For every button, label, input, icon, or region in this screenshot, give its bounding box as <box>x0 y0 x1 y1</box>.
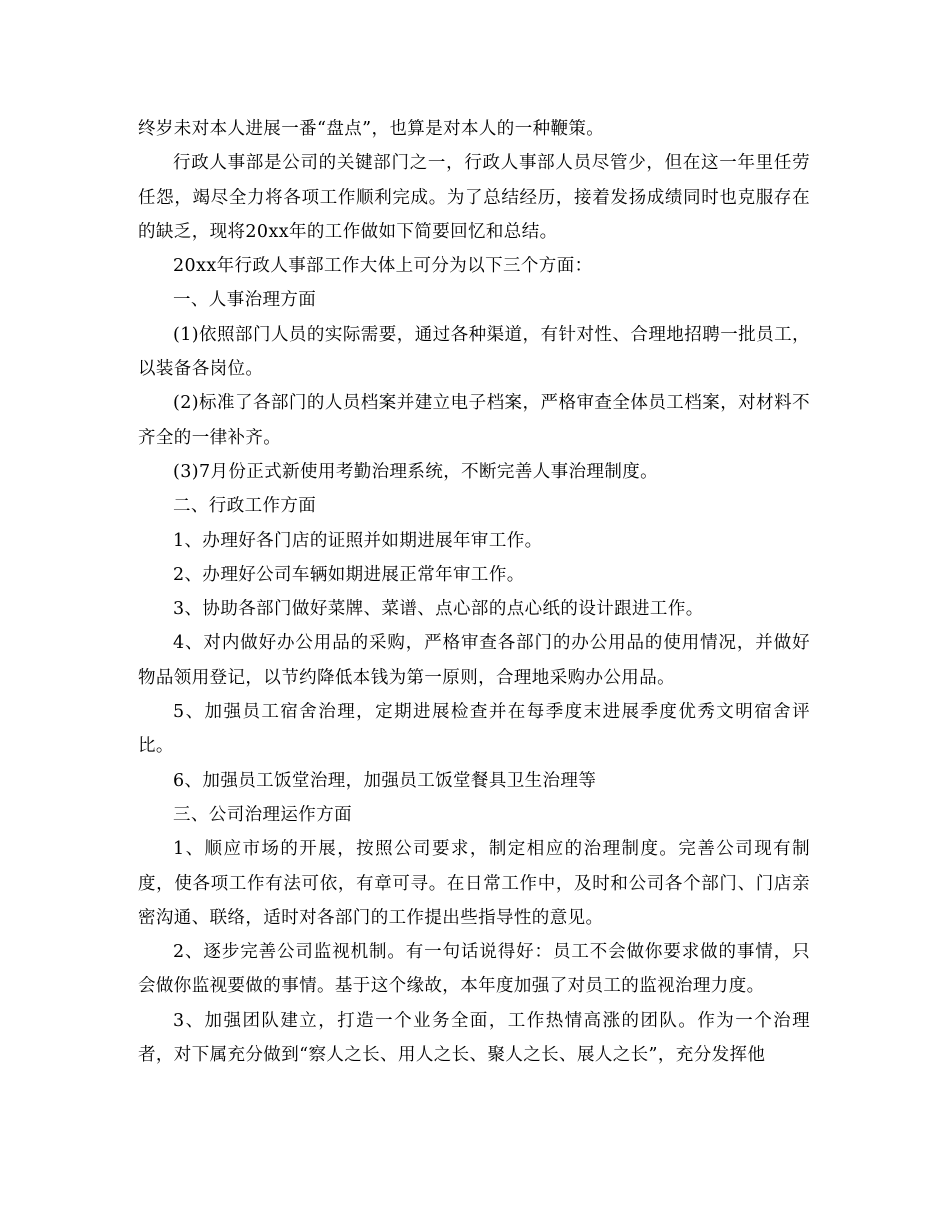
heading-personnel-management: 一、人事治理方面 <box>173 290 317 311</box>
paragraph-three-aspects: 20xx年行政人事部工作大体上可分为以下三个方面： <box>173 256 593 277</box>
paragraph-operations-item-1: 1、顺应市场的开展，按照公司要求，制定相应的治理制度。完善公司现有制度，使各项工作有法可依，有章可寻。在日常工作中，及时和公司各个部门、门店亲密沟通、联络，适时对各部门的工作提出些指导性的意见。 <box>138 839 810 928</box>
paragraph-personnel-item-2: (2)标准了各部门的人员档案并建立电子档案，严格审查全体员工档案，对材料不齐全的一律补齐。 <box>138 393 810 448</box>
paragraph-personnel-item-1: (1)依照部门人员的实际需要，通过各种渠道，有针对性、合理地招聘一批员工，以装备各岗位。 <box>138 324 810 380</box>
paragraph-admin-item-5: 5、加强员工宿舍治理，定期进展检查并在每季度末进展季度优秀文明宿舍评比。 <box>138 702 810 757</box>
document-body <box>138 112 810 1072</box>
paragraph-intro-end: 终岁未对本人进展一番“盘点”，也算是对本人的一种鞭策。 <box>138 119 605 139</box>
paragraph-department-overview: 行政人事部是公司的关键部门之一，行政人事部人员尽管少，但在这一年里任劳任怨，竭尽全力将各项工作顺利完成。为了总结经历，接着发扬成绩同时也克服存在的缺乏，现将20xx年的工作做如下简要回忆和总结。 <box>138 153 810 242</box>
paragraph-admin-item-3: 3、协助各部门做好菜牌、菜谱、点心部的点心纸的设计跟进工作。 <box>173 599 704 620</box>
paragraph-admin-item-6: 6、加强员工饭堂治理，加强员工饭堂餐具卫生治理等 <box>173 770 597 791</box>
paragraph-admin-item-2: 2、办理好公司车辆如期进展正常年审工作。 <box>173 564 525 585</box>
heading-administrative-work: 二、行政工作方面 <box>173 496 317 517</box>
paragraph-admin-item-1: 1、办理好各门店的证照并如期进展年审工作。 <box>173 530 543 551</box>
paragraph-personnel-item-3: (3)7月份正式新使用考勤治理系统，不断完善人事治理制度。 <box>173 461 659 482</box>
heading-company-operations: 三、公司治理运作方面 <box>173 804 352 825</box>
paragraph-admin-item-4: 4、对内做好办公用品的采购，严格审查各部门的办公用品的使用情况，并做好物品领用登记，以节约降低本钱为第一原则，合理地采购办公用品。 <box>138 633 810 688</box>
paragraph-operations-item-2: 2、逐步完善公司监视机制。有一句话说得好：员工不会做你要求做的事情，只会做你监视要做的事情。基于这个缘故，本年度加强了对员工的监视治理力度。 <box>138 942 810 997</box>
paragraph-operations-item-3: 3、加强团队建立，打造一个业务全面，工作热情高涨的团队。作为一个治理者，对下属充分做到“察人之长、用人之长、聚人之长、展人之长”，充分发挥他 <box>138 1010 810 1066</box>
